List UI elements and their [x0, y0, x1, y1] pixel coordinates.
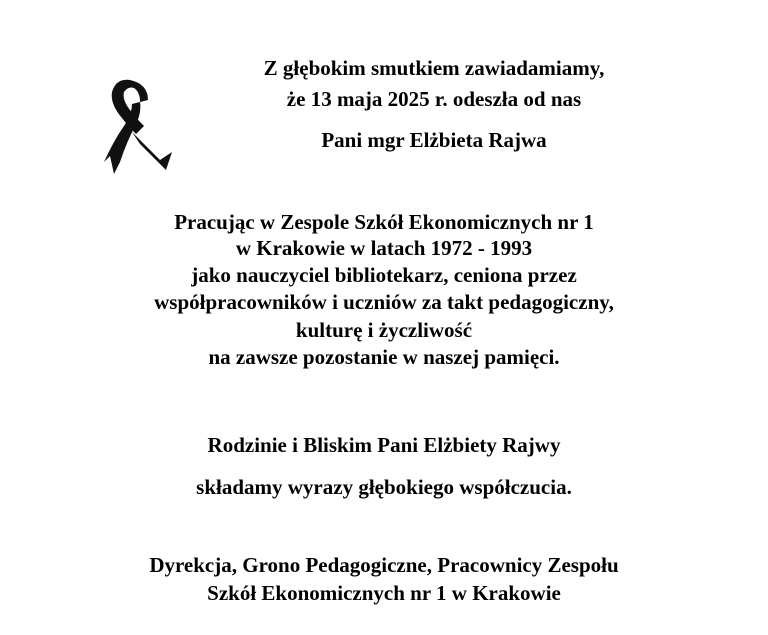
body-line-1: Pracując w Zespole Szkół Ekonomicznych nr 1: [174, 210, 594, 234]
condolences-line-1: Rodzinie i Bliskim Pani Elżbiety Rajwy: [207, 433, 561, 457]
signature-line-1: Dyrekcja, Grono Pedagogiczne, Pracownicy Zespołu: [149, 553, 619, 577]
body-line-5: kulturę i życzliwość: [295, 318, 473, 342]
announcement-line-1: Z głębokim smutkiem zawiadamiamy,: [263, 56, 605, 80]
deceased-name: Pani mgr Elżbieta Rajwa: [321, 128, 547, 152]
body-line-2: w Krakowie w latach 1972 - 1993: [235, 236, 533, 260]
body-line-4: współpracowników i uczniów za takt pedagogiczny,: [154, 290, 614, 314]
body-line-3: jako nauczyciel bibliotekarz, ceniona przez: [191, 263, 577, 287]
condolences-line-2: składamy wyrazy głębokiego współczucia.: [196, 475, 572, 499]
announcement-line-2: że 13 maja 2025 r. odeszła od nas: [286, 87, 582, 111]
body-line-6: na zawsze pozostanie w naszej pamięci.: [208, 345, 560, 369]
signature-line-2: Szkół Ekonomicznych nr 1 w Krakowie: [207, 581, 561, 605]
